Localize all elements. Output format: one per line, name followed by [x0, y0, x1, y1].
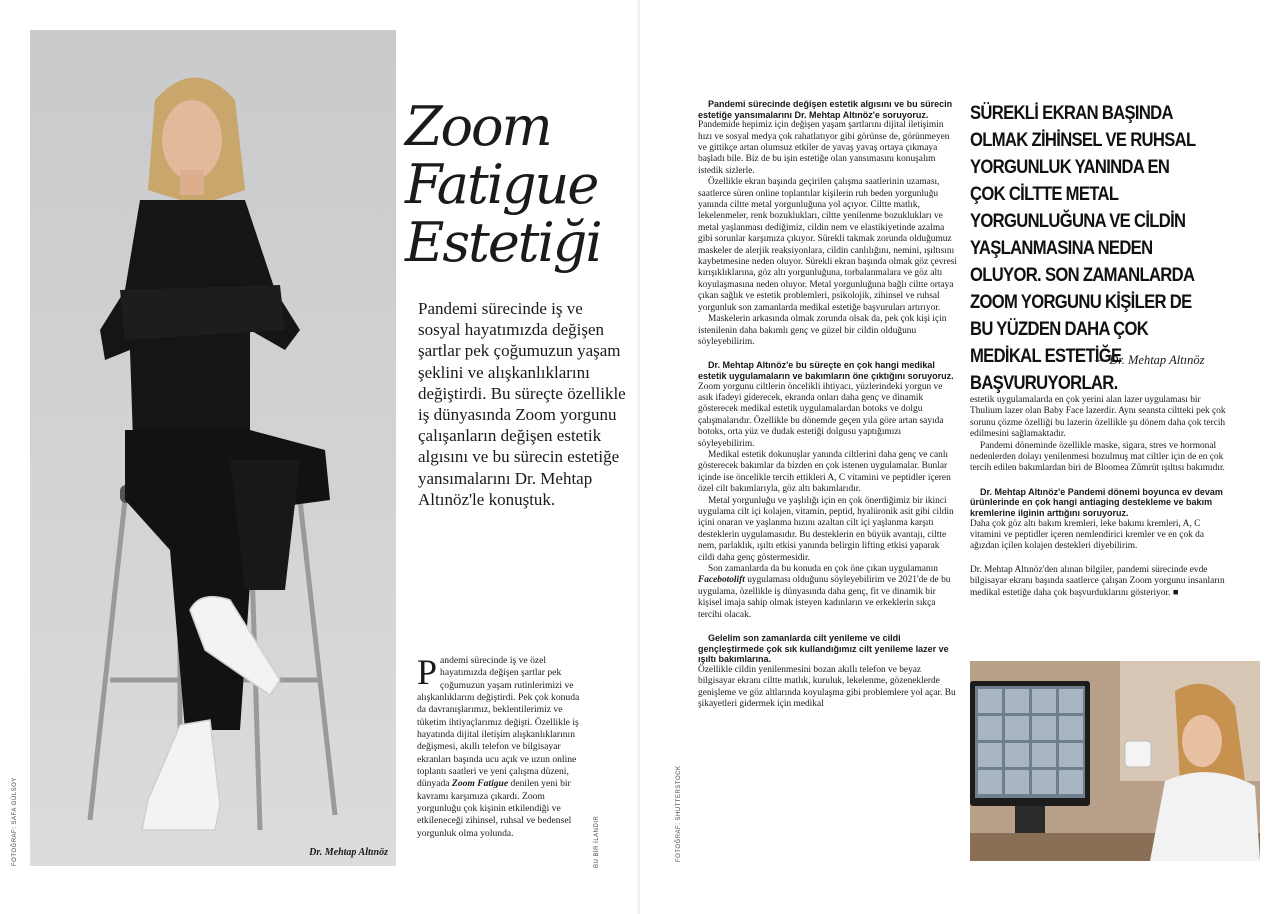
pull-quote: SÜREKLİ EKRAN BAŞINDA OLMAK ZİHİNSEL VE RUHSAL YORGUNLUK YANINDA EN ÇOK CİLTTE METAL YORGUNLUĞUNA VE CİLDİN YAŞLANMASINA NEDEN OLUYOR. SON ZAMANLARDA ZOOM YORGUNU KİŞİLER DE BU YÜZDEN DAHA ÇOK MEDİKAL ESTETİĞE BAŞVURUYORLAR.: [970, 102, 1196, 394]
pull-quote-author: — Dr. Mehtap Altınöz: [1095, 353, 1205, 367]
paragraph: [698, 564, 958, 621]
photo-caption: Dr. Mehtap Altınöz: [309, 847, 388, 858]
paragraph: Özellikle ekran başında geçirilen çalışma saatlerinin uzaması, saatlerce süren online toplantılar kişilerin ruh beden yorgunluğu yanında ciltte metal yorgunluğuna yol açıyor. Ciltte matlık, lekelenmeler, renk bozuklukları, ciltte yenilenme bozuklukları ve metal yaşlanması dediğimiz, cildin nem ve elastikiyetinde azalma gibi sorunlar karşımıza çıkıyor. Sürekli takmak zorunda olduğumuz maskeler de alerjik reaksiyonlara, cildin canlılığını, nemini, ışıltısını kaybetmesine neden oluyor. Sürekli ekran başında olmak göz çevresi kırışıklıklarına, göz altı yorgunluğuna, torbalanmalara ve göz altı koyulaşmasına neden oluyor. Metal yorgunluğuna bağlı ciltte ortaya çıkan sağlık ve estetik problemleri, psikolojik, zihinsel ve ruhsal yorgunluk son zamanlarda medikal estetiğe başvuruları artırıyor.: [698, 177, 958, 313]
paragraph: Zoom yorgunu ciltlerin öncelikli ihtiyacı, yüzlerindeki yorgun ve asık ifadeyi giderecek, ekranda onları daha genç ve dinamik gösterecek medikal estetik uygulamalardan botoks ve dolgu çalışmalarıdır. Özellikle bu dönemde geçen yıla göre artan sayıda botoks, orta yüz ve dudak estetiği dolgusu yaptığımızı söyleyebilirim.: [698, 381, 944, 449]
body-text: denilen yeni bir kavramı karşımıza çıkardı. Zoom yorgunluğu çok kişinin etkilendiği ve etkileneceği zihinsel, ruhsal ve bedensel yorgunluk olma yolunda.: [417, 778, 572, 839]
body-column-left: [417, 652, 585, 840]
photo-credit-left: FOTOĞRAF: SAFA GÜLSOY: [12, 777, 18, 866]
sidebar-credit: BU BİR İLANDIR: [594, 815, 600, 868]
portrait-illustration: [30, 30, 396, 866]
article-intro: Pandemi sürecinde iş ve sosyal hayatımızda değişen şartlar pek çoğumuzun yaşam şeklini ve alışkanlıklarını değiştirdi. Bu süreçte özellikle iş dünyasında Zoom yorgunu çalışanların değişen estetik algısını ve bu sürecin estetiğe yansımalarını Dr. Mehtap Altınöz'le konuştuk.: [418, 299, 626, 509]
paragraph: estetik uygulamalarda en çok yerini alan lazer uygulaması bir Thulium lazer olan Baby Face lazerdir. Aynı seansta ciltteki pek çok sorunu çözme özelliği bu lazerin özellikle şu dönem daha çok tercih edilmesini sağlamaktadır.: [970, 395, 1226, 440]
paragraph-text: Dr. Mehtap Altınöz'den alınan bilgiler, pandemi sürecinde evde bilgisayar ekranı başında saatlerce çalışan Zoom yorgunu insanların medikal estetiğe daha çok başvurduklarını gösteriyor.: [970, 564, 1225, 598]
title-line: Estetiği: [405, 211, 601, 274]
body-column-1: [698, 99, 958, 710]
paragraph: Daha çok göz altı bakım kremleri, leke bakımı kremleri, A, C vitamini ve peptidler içeren nemlendirici kremler ve en çok da ağızdan içilen kolajen destekleri diyebilirim.: [970, 518, 1205, 552]
body-term: Facebotolift: [698, 575, 745, 586]
photo-credit-right: FOTOĞRAF: SHUTTERSTOCK: [676, 765, 682, 862]
paragraph: Metal yorgunluğu ve yaşlılığı için en çok önerdiğimiz bir ikinci uygulama cilt içi kolajen, vitamin, peptid, hyalüronik asit gibi cildin içini onaran ve yaşlanma hızını azaltan cilt içi yaşlanma karşıtı desteklerin uygulamasıdır. Bu desteklerin en büyük avantajı, ciltte nem, parlaklık, ışıltı etkisi yanında belirgin lifting etkisi yaparak cildi daha genç göstermesidir.: [698, 495, 954, 563]
paragraph: Özellikle cildin yenilenmesini bozan akıllı telefon ve beyaz bilgisayar ekranı ciltte matlık, kuruluk, lekelenme, gözeneklerde genişleme ve göz altlarında koyulaşma gibi problemlere yol açar. Bu şikayetleri gidermek için medikal: [698, 664, 956, 710]
question-heading: Dr. Mehtap Altınöz'e Pandemi dönemi boyunca ev devam ürünlerinde en çok hangi antiaging destekleme ve bakım kremlerine ilginin arttığını soruyoruz.: [970, 486, 1223, 519]
paragraph: Medikal estetik dokunuşlar yanında ciltlerini daha genç ve canlı gösterecek bakımlar da bizden en çok istenen uygulamalar. Bunlar içinde ise öncelikle tercih ettikleri A, C vitamini ve peptidler içeren özel cilt bakımlarıyla, göz altı bakımlarıdır.: [698, 449, 951, 495]
title-line: Zoom: [405, 95, 551, 158]
video-call-photo: [970, 661, 1260, 861]
question-heading: Dr. Mehtap Altınöz'e bu süreçte en çok hangi medikal estetik uygulamaların ve bakımların öne çıktığını soruyoruz.: [698, 360, 954, 381]
question-heading: Gelelim son zamanlarda cilt yenileme ve cildi gençleştirmede çok sık kullandığımız cilt yenileme lazer ve ışıltı bakımlarına.: [698, 633, 949, 665]
paragraph: [970, 565, 1232, 599]
body-text: andemi sürecinde iş ve özel hayatımızda değişen şartlar pek çoğumuzun yaşam rutinlerimizi ve alışkanlıklarını değiştirdi. Pek çok konuda da davranışlarımız, beklentilerimiz ve tüketim ihtiyaçlarımız değişti. Özellikle iş hayatında dijital iletişim alışkanlıklarının değişmesi, akıllı telefon ve bilgisayar ekranları başında ucu açık ve uzun online toplantı saatleri ve yeni çalışma düzeni, dünyada: [417, 655, 580, 790]
end-mark: ■: [1172, 587, 1179, 598]
video-call-illustration: [970, 661, 1260, 861]
paragraph: Maskelerin arkasında olmak zorunda olsak da, pek çok kişi için istenilenin daha bakımlı genç ve güzel bir cildin olduğunu söyleyebilirim.: [698, 314, 947, 347]
paragraph-text: Son zamanlarda da bu konuda en çok öne çıkan uygulamanın: [708, 564, 938, 574]
body-term: Zoom Fatigue: [451, 778, 509, 790]
article-title: [405, 95, 635, 274]
paragraph: Pandemi döneminde özellikle maske, sigara, stres ve hormonal nedenlerden dolayı yenilenmesi bozulmuş mat ciltler için de en çok tercih edilen bakımlardan biri de Bloomea Zümrüt ışıltısı bakımıdır.: [970, 440, 1225, 474]
paragraph: Pandemide hepimiz için değişen yaşam şartlarını dijital iletişimin hızı ve sosyal medya çok rahatlatıyor gibi görünse de, görünmeyen ve gittikçe artan olumsuz etkiler de yavaş yavaş ortaya çıkmaya başladı bile. Biz de bu işin estetiğe olan yansımasını konuşalım istedik sizlerle.: [698, 120, 950, 176]
question-heading: Pandemi sürecinde değişen estetik algısını ve bu sürecin estetiğe yansımalarını Dr. Mehtap Altınöz'e soruyoruz.: [698, 99, 953, 120]
body-column-2: [970, 395, 1232, 599]
paragraph-text: uygulaması olduğunu söyleyebilirim ve 2021'de de bu uygulama, özellikle iş dünyasında daha genç, fit ve dinamik bir kişisel imaja sahip olmak isteyen kadınların ve erkeklerin sıkça tercihi olacak.: [698, 575, 951, 620]
drop-cap: P: [417, 652, 438, 692]
title-line: Fatigue: [405, 153, 598, 216]
portrait-photo: [30, 30, 396, 866]
